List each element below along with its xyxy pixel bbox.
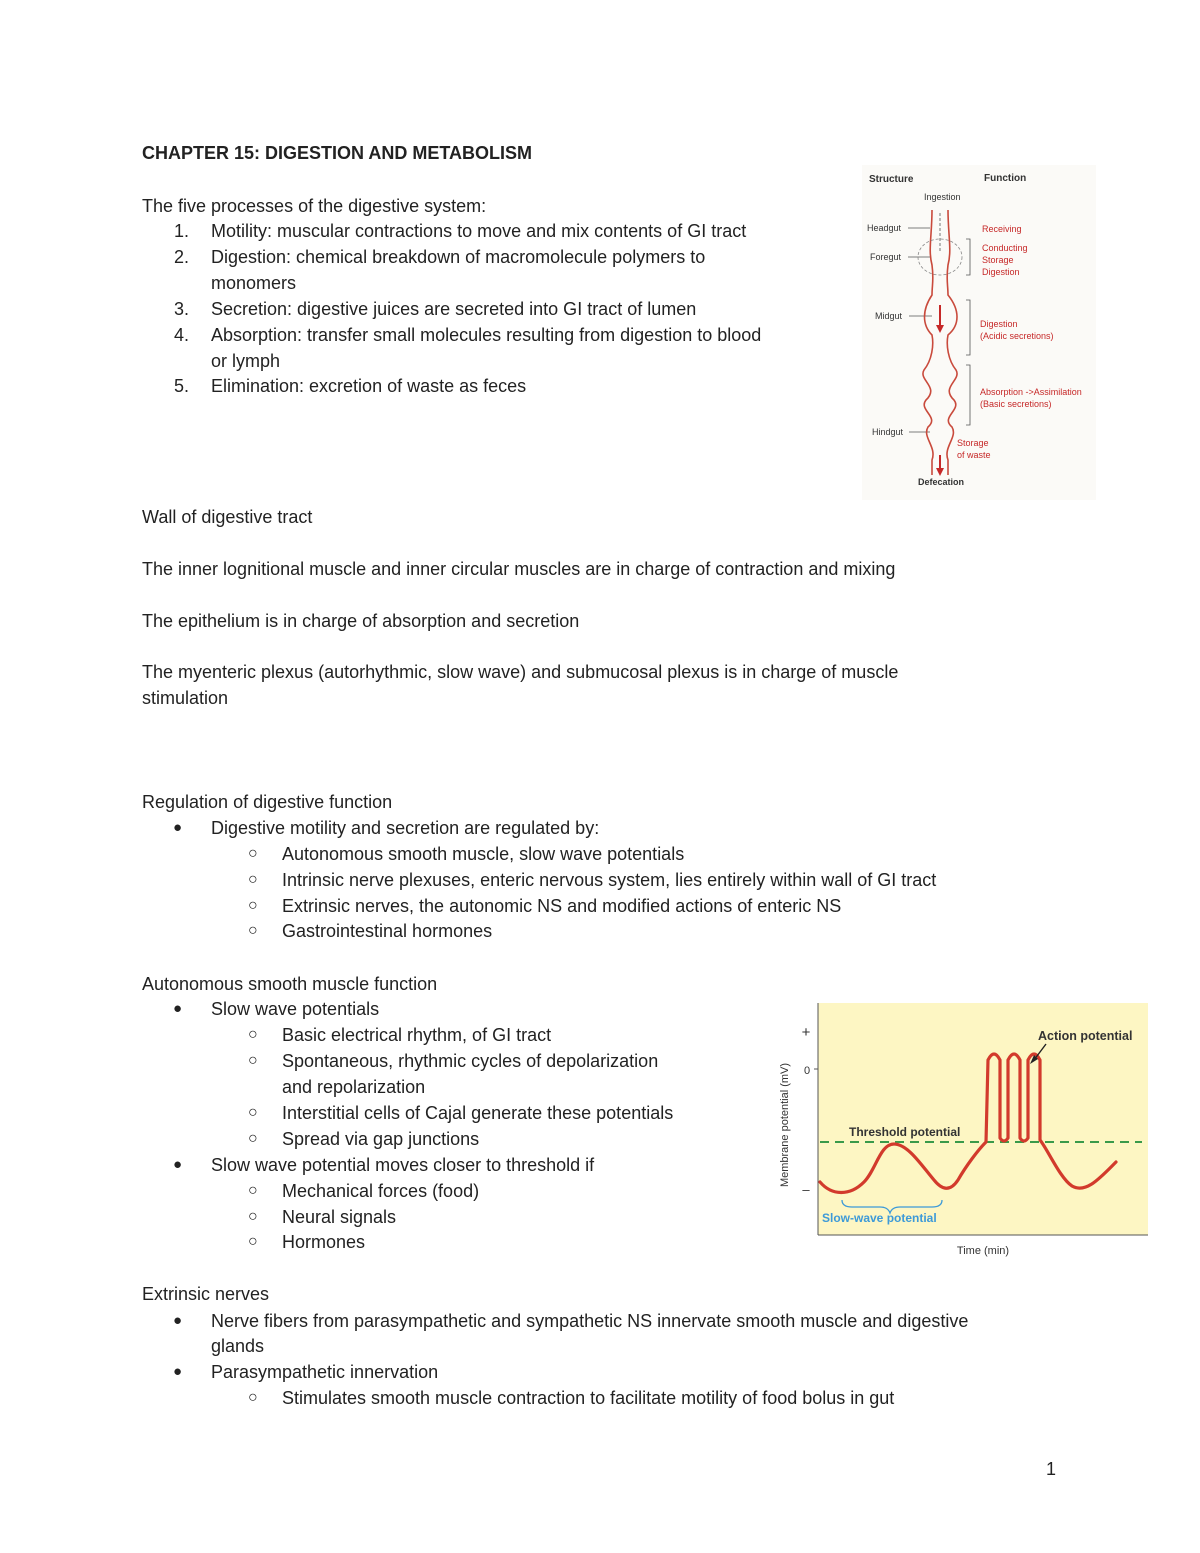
processes-intro: The five processes of the digestive system: bbox=[142, 196, 487, 216]
slow-wave-label: Slow-wave potential bbox=[822, 1211, 937, 1225]
bullet-item-continued: glands bbox=[211, 1336, 265, 1356]
sub-bullet-item: Neural signals bbox=[282, 1207, 397, 1227]
sub-bullet-circle-icon: ○ bbox=[248, 1104, 258, 1121]
bullet-dot-icon: ● bbox=[173, 1156, 183, 1173]
bullet-item: Nerve fibers from parasympathetic and sympathetic NS innervate smooth muscle and digestive bbox=[211, 1311, 969, 1331]
sub-bullet-item: Mechanical forces (food) bbox=[282, 1181, 480, 1201]
section-heading-regulation: Regulation of digestive function bbox=[142, 792, 393, 812]
list-number: 4. bbox=[174, 325, 190, 345]
sub-bullet-circle-icon: ○ bbox=[248, 1026, 258, 1043]
section-heading-extrinsic: Extrinsic nerves bbox=[142, 1284, 270, 1304]
wall-paragraph: The epithelium is in charge of absorption and secretion bbox=[142, 611, 580, 631]
list-item: Elimination: excretion of waste as feces bbox=[211, 376, 527, 396]
bullet-dot-icon: ● bbox=[173, 1363, 183, 1380]
sub-bullet-item: Intrinsic nerve plexuses, enteric nervous system, lies entirely within wall of GI tract bbox=[282, 870, 937, 890]
figure-defecation: Defecation bbox=[918, 477, 965, 487]
wall-paragraph-continued: stimulation bbox=[142, 688, 229, 708]
action-potential-label: Action potential bbox=[1038, 1029, 1133, 1043]
bullet-item: Digestive motility and secretion are regulated by: bbox=[211, 818, 600, 838]
sub-bullet-circle-icon: ○ bbox=[248, 845, 258, 862]
sub-bullet-item: Extrinsic nerves, the autonomic NS and modified actions of enteric NS bbox=[282, 896, 842, 916]
figure-function-digestion-mid: Digestion bbox=[980, 319, 1018, 329]
sub-bullet-circle-icon: ○ bbox=[248, 871, 258, 888]
sub-bullet-circle-icon: ○ bbox=[248, 897, 258, 914]
chart-tick-plus: + bbox=[801, 1024, 811, 1041]
sub-bullet-circle-icon: ○ bbox=[248, 1052, 258, 1069]
figure-function-storage-waste: Storage bbox=[957, 438, 989, 448]
list-item: Motility: muscular contractions to move and mix contents of GI tract bbox=[211, 221, 747, 241]
list-item-continued: monomers bbox=[211, 273, 297, 293]
sub-bullet-item: Interstitial cells of Cajal generate these potentials bbox=[282, 1103, 674, 1123]
wall-paragraph: The myenteric plexus (autorhythmic, slow wave) and submucosal plexus is in charge of muscle bbox=[142, 662, 899, 682]
page-number: 1 bbox=[1046, 1459, 1057, 1479]
sub-bullet-circle-icon: ○ bbox=[248, 922, 258, 939]
sub-bullet-item: Spread via gap junctions bbox=[282, 1129, 480, 1149]
threshold-label: Threshold potential bbox=[849, 1125, 961, 1139]
wall-paragraph: The inner lognitional muscle and inner circular muscles are in charge of contraction and mixing bbox=[142, 559, 896, 579]
sub-bullet-circle-icon: ○ bbox=[248, 1208, 258, 1225]
page-title: CHAPTER 15: DIGESTION AND METABOLISM bbox=[142, 143, 533, 163]
figure-col-function: Function bbox=[984, 173, 1027, 184]
figure-function-receiving: Receiving bbox=[982, 224, 1022, 234]
figure-structure-midgut: Midgut bbox=[875, 311, 903, 321]
sub-bullet-item: Autonomous smooth muscle, slow wave potentials bbox=[282, 844, 685, 864]
sub-bullet-circle-icon: ○ bbox=[248, 1233, 258, 1250]
list-item-continued: or lymph bbox=[211, 351, 281, 371]
sub-bullet-item-continued: and repolarization bbox=[282, 1077, 426, 1097]
list-item: Digestion: chemical breakdown of macromolecule polymers to bbox=[211, 247, 706, 267]
sub-bullet-item: Hormones bbox=[282, 1232, 366, 1252]
figure-structure-headgut: Headgut bbox=[867, 223, 902, 233]
figure-function-conducting: Conducting bbox=[982, 243, 1028, 253]
sub-bullet-item: Gastrointestinal hormones bbox=[282, 921, 493, 941]
figure-col-structure: Structure bbox=[869, 174, 914, 185]
chart-y-axis-label: Membrane potential (mV) bbox=[779, 1062, 791, 1188]
chart-tick-minus: – bbox=[802, 1182, 810, 1197]
sub-bullet-item: Spontaneous, rhythmic cycles of depolarization bbox=[282, 1051, 659, 1071]
figure-function-absorption: Absorption ->Assimilation bbox=[980, 387, 1082, 397]
bullet-dot-icon: ● bbox=[173, 819, 183, 836]
bullet-item: Slow wave potentials bbox=[211, 999, 380, 1019]
bullet-item: Parasympathetic innervation bbox=[211, 1362, 439, 1382]
figure-function-of-waste: of waste bbox=[957, 450, 991, 460]
sub-bullet-circle-icon: ○ bbox=[248, 1389, 258, 1406]
sub-bullet-circle-icon: ○ bbox=[248, 1130, 258, 1147]
figure-function-storage: Storage bbox=[982, 255, 1014, 265]
figure-ingestion: Ingestion bbox=[924, 192, 961, 202]
section-heading-wall: Wall of digestive tract bbox=[142, 507, 313, 527]
chart-tick-zero: 0 bbox=[803, 1065, 811, 1077]
list-number: 2. bbox=[174, 247, 190, 267]
slow-wave-potential-figure bbox=[772, 1000, 1152, 1262]
list-item: Absorption: transfer small molecules resulting from digestion to blood bbox=[211, 325, 762, 345]
bullet-dot-icon: ● bbox=[173, 1312, 183, 1329]
figure-function-acidic: (Acidic secretions) bbox=[980, 331, 1054, 341]
sub-bullet-item: Stimulates smooth muscle contraction to facilitate motility of food bolus in gut bbox=[282, 1388, 895, 1408]
figure-function-digestion: Digestion bbox=[982, 267, 1020, 277]
list-item: Secretion: digestive juices are secreted into GI tract of lumen bbox=[211, 299, 697, 319]
bullet-item: Slow wave potential moves closer to threshold if bbox=[211, 1155, 595, 1175]
chart-x-axis-label: Time (min) bbox=[956, 1245, 1010, 1257]
figure-structure-foregut: Foregut bbox=[870, 252, 902, 262]
figure-structure-hindgut: Hindgut bbox=[872, 427, 904, 437]
sub-bullet-item: Basic electrical rhythm, of GI tract bbox=[282, 1025, 552, 1045]
figure-function-basic: (Basic secretions) bbox=[980, 399, 1052, 409]
list-number: 1. bbox=[174, 221, 190, 241]
section-heading-autonomous: Autonomous smooth muscle function bbox=[142, 974, 438, 994]
bullet-dot-icon: ● bbox=[173, 1000, 183, 1017]
sub-bullet-circle-icon: ○ bbox=[248, 1182, 258, 1199]
list-number: 3. bbox=[174, 299, 190, 319]
list-number: 5. bbox=[174, 376, 190, 396]
gut-structure-function-figure bbox=[862, 165, 1096, 500]
